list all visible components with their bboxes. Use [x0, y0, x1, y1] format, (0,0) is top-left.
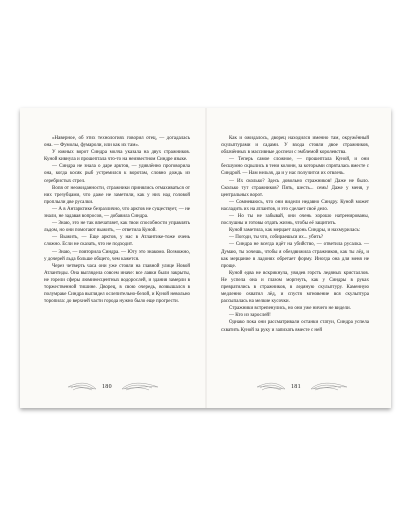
paragraph: Куной заметила, как мерцает ладонь Синдры, и нахмурилась: [229, 228, 361, 234]
paragraph: — А в Антарктике безразлично, что арктов не существует, — не знали, не задавая вопросов, — добавила Синдра. [44, 206, 190, 220]
left-page [20, 108, 205, 408]
book-spread [20, 108, 391, 408]
paragraph: Вопя от неожиданности, стражники принялись отмахиваться от них трезубцами, что даже не заметили, как у них над головой проплыли две русалки. [44, 185, 190, 205]
wing-ornament-icon [64, 380, 160, 394]
paragraph: — Погоди, ты что, собираешься их... убить? [229, 235, 324, 241]
paragraph: — Теперь самое сложное, — прошептала Куной, и они бесшумно скрылись в тени колонн, за которыми спряталась вместе с Синдрой. — Нам нельзя, да и у нас получится их отвлечь. [221, 157, 369, 177]
paragraph: — Кто из зарослей! [229, 313, 271, 319]
paragraph: Куной едва не вскрикнула, увидев горсть ледяных кристаллов. Не успела она и глазом моргнуть, как у Синдры в руках превратились в стражников, в ледяную скульптуру. Каменную медленно охватил лёд, и спустя мгновение вся скульптура рассыпалась на мелкие кусочки. [221, 270, 369, 305]
paragraph: — Синдра не знала о даре арктов, — удивлённо проговорила она, когда косяк рыб устремился к воротам, словно дождь из серебристых стрел. [44, 164, 190, 184]
right-page-number: 181 [291, 384, 301, 390]
paragraph: Однако пока они рассматривали останки статуи, Синдра успела схватить Куной за руку и запихать вместе с ней [221, 320, 369, 333]
wing-ornament-icon [253, 380, 349, 394]
paragraph: Как и ожидалось, дворец находился именно там, окружённый скульптурами и садами. У входа стояли двое стражников, облачённых в массивные доспехи с эмблемой королевства. [221, 136, 369, 156]
left-page-number: 180 [102, 384, 112, 390]
paragraph: — Синдра не всегда идёт на убийство, — ответила русалка. — Думаю, ты хочешь, чтобы я обездвижила стражников, как ты лёд, и как мерцание в ладонях обретает форму. Иногда она для меня не проще. [221, 242, 369, 269]
paragraph: «Наверное, об этих технологиях говорил отец, — догадалась она. — Фумолы, фумароли, или как их там». [44, 136, 190, 149]
right-page-footer [207, 380, 392, 394]
paragraph: Стражники встрепенулись, но они уже ничего не видели. [229, 306, 351, 312]
paragraph: — Но ты не забывай, они очень хорошо натренированы, послушны и готовы отдать жизнь, чтобы её защитить. [221, 214, 369, 227]
paragraph: — Знаю, — повторила Синдра. — Югу это знакомо. Возможно, у дочерей льда больше общего, чем кажется. [44, 249, 190, 262]
paragraph: — Знаю, это не так впечатляет, как твои способности управлять льдом, но они помогают выжить, — ответила Куной. [44, 221, 190, 234]
paragraph: У южных ворот Синдра молча указала на двух стражников. Куной кивнула и прошептала что-то на неизвестном Синдре языке. [44, 150, 190, 163]
right-page [207, 108, 392, 408]
paragraph: — Их сколько? Здесь довольно стражников! Даже не было. Сколько тут стражников? Пять, шесть... семь! Даже у меня, у центральных ворот. [221, 178, 369, 198]
left-page-text [44, 135, 190, 305]
left-page-footer [20, 380, 205, 394]
paragraph: — Сомневаюсь, что они видели недавно Синдру. Куной может насладить их на атлантов, и это сделает своё дело. [221, 199, 369, 212]
paragraph: — Выжить, — Еще арктов, у нас в Атлантике-тоже очень сложно. Если не сказать, что не подходит. [44, 235, 190, 248]
right-page-text [221, 135, 369, 334]
paragraph: Через четверть часа они уже стояли на главной улице Новой Атлантиды. Она выглядела совсем иначе: все лавки были закрыты, не горели сферы люминесцентных водорослей, и здания замерли в торжественной тишине. Дворец, в свою очередь, возвышался в полумраке Синдра выглядел ослепительно-белой, и Куной невольно торопила: до верхней части города нужно было еще прогрести. [44, 263, 190, 305]
